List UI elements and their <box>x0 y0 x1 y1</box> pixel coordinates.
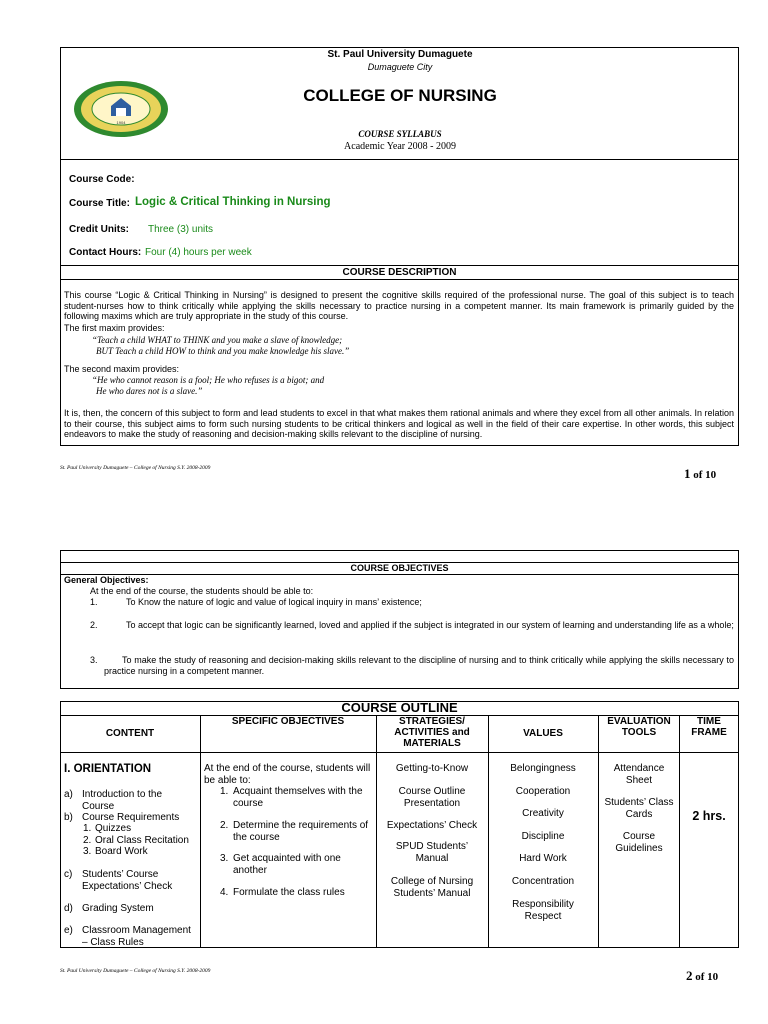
strategy-item: SPUD Students’ Manual <box>395 841 469 864</box>
specific-objectives-intro: At the end of the course, students will be able to: <box>204 763 371 786</box>
strategy-item: Course Outline Presentation <box>398 786 466 809</box>
content-mark: d) <box>64 903 73 914</box>
doc-type: COURSE SYLLABUS <box>358 129 442 139</box>
divider <box>60 574 739 575</box>
svg-text:1904: 1904 <box>116 120 126 125</box>
page-number <box>684 466 716 482</box>
college-title: COLLEGE OF NURSING <box>303 86 497 105</box>
content-item: Board Work <box>95 846 148 857</box>
strategy-item: College of Nursing Students’ Manual <box>390 876 474 899</box>
content-item: Classroom Management – Class Rules <box>82 925 191 948</box>
content-item: Quizzes <box>95 823 132 834</box>
strategy-item: Expectations’ Check <box>386 820 478 831</box>
content-item: Introduction to the Course <box>82 789 163 812</box>
general-objectives-label: General Objectives: <box>64 575 149 585</box>
page-number-total: of 10 <box>695 971 719 983</box>
course-title-label: Course Title: <box>69 198 130 209</box>
description-paragraph-1: This course “Logic & Critical Thinking in Nursing” is designed to present the cognitive skills required of the professional nurse. The goal of this subject is to teach student-nurses how to think critically while applying the skills necessary to practice nursing in a competent manner. Its main framework is primarily guided by the following maxims which are truly appropriate in the study of this course. <box>64 290 734 321</box>
credit-units-label: Credit Units: <box>69 224 129 235</box>
content-mark: e) <box>64 925 73 936</box>
objectives-intro: At the end of the course, the students should be able to: <box>90 586 314 596</box>
specific-objective-number: 1. <box>220 786 229 797</box>
time-frame-value: 2 hrs. <box>692 809 726 823</box>
contact-hours-label: Contact Hours: <box>69 247 142 258</box>
column-header-content: CONTENT <box>105 728 155 739</box>
page-number <box>686 968 718 984</box>
course-outline-heading: COURSE OUTLINE <box>341 700 458 715</box>
content-mark: c) <box>64 869 73 880</box>
page-number-current: 2 <box>686 968 693 983</box>
column-header-strategies: STRATEGIES/ ACTIVITIES and MATERIALS <box>394 716 470 749</box>
course-title-value: Logic & Critical Thinking in Nursing <box>135 196 331 208</box>
specific-objective-text: Get acquainted with one another <box>233 853 341 876</box>
value-item: Cooperation <box>515 786 571 797</box>
value-item: Belongingness <box>510 763 576 774</box>
content-item: Grading System <box>82 903 154 914</box>
page-number-current: 1 <box>684 466 691 481</box>
value-item: Creativity <box>522 808 564 819</box>
evaluation-item: Course Guidelines <box>615 831 663 854</box>
page-number-total: of 10 <box>693 469 717 481</box>
second-maxim-line-2: He who dares not is a slave.” <box>96 386 203 396</box>
objective-text: To accept that logic can be significantly learned, loved and applied if the subject is integrated in our system of learning and understanding life as a whole; <box>126 620 734 630</box>
specific-objective-text: Determine the requirements of the course <box>233 820 369 843</box>
column-divider <box>376 715 377 948</box>
column-header-evaluation-tools: EVALUATION TOOLS <box>607 716 671 738</box>
university-seal <box>73 80 169 138</box>
value-item: Responsibility Respect <box>512 899 574 922</box>
column-divider <box>200 715 201 948</box>
evaluation-item: Attendance Sheet <box>613 763 665 786</box>
value-item: Concentration <box>511 876 575 887</box>
content-mark: 3. <box>83 846 92 857</box>
description-paragraph-2: It is, then, the concern of this subject to form and lead students to excel in that what makes them rational animals and where they excel from all other animals. In relation to their course, this subject aims to form such nursing students to be critical thinkers and logical as well in the field of their care expertise. In other words, this subject endeavors to make the study of reasoning and decision-making skills relevant to the discipline of nursing. <box>64 408 734 439</box>
academic-year: Academic Year 2008 - 2009 <box>344 141 456 152</box>
column-divider <box>598 715 599 948</box>
divider <box>60 265 739 266</box>
specific-objective-number: 3. <box>220 853 229 864</box>
divider <box>60 159 739 160</box>
objective-number: 2. <box>90 620 98 630</box>
value-item: Discipline <box>521 831 565 842</box>
strategy-item: Getting-to-Know <box>395 763 469 774</box>
university-city: Dumaguete City <box>367 62 433 72</box>
content-item: Oral Class Recitation <box>95 835 189 846</box>
divider <box>60 279 739 280</box>
content-mark: a) <box>64 789 73 800</box>
column-header-time-frame: TIME FRAME <box>691 716 727 738</box>
second-maxim-line-1: “He who cannot reason is a fool; He who refuses is a bigot; and <box>92 375 325 385</box>
divider <box>60 752 739 753</box>
university-name: St. Paul University Dumaguete <box>327 49 473 60</box>
page-footer: St. Paul University Dumaguete – College of Nursing S.Y. 2008-2009 <box>60 968 211 974</box>
evaluation-item: Students’ Class Cards <box>604 797 674 820</box>
contact-hours-value: Four (4) hours per week <box>145 247 252 258</box>
column-header-values: VALUES <box>523 728 563 739</box>
first-maxim-label: The first maxim provides: <box>64 323 165 333</box>
course-code-label: Course Code: <box>69 174 135 185</box>
first-maxim-line-1: “Teach a child WHAT to THINK and you make a slave of knowledge; <box>92 335 343 345</box>
first-maxim-line-2: BUT Teach a child HOW to think and you make knowledge his slave.” <box>96 346 350 356</box>
content-mark: b) <box>64 812 73 823</box>
specific-objective-number: 4. <box>220 887 229 898</box>
course-objectives-heading: COURSE OBJECTIVES <box>350 563 449 573</box>
second-maxim-label: The second maxim provides: <box>64 364 180 374</box>
objective-text: To make the study of reasoning and decision-making skills relevant to the discipline of nursing and to think critically while applying the skills necessary to practice nursing in a competent manner. <box>104 655 734 676</box>
objective-number: 3. <box>90 655 98 665</box>
content-item: Course Requirements <box>82 812 180 823</box>
specific-objective-text: Acquaint themselves with the course <box>233 786 363 809</box>
page-footer: St. Paul University Dumaguete – College of Nursing S.Y. 2008-2009 <box>60 465 211 471</box>
content-mark: 2. <box>83 835 92 846</box>
specific-objective-number: 2. <box>220 820 229 831</box>
value-item: Hard Work <box>519 853 567 864</box>
objective-number: 1. <box>90 597 98 607</box>
content-mark: 1. <box>83 823 92 834</box>
specific-objective-text: Formulate the class rules <box>233 887 345 898</box>
column-header-specific-objectives: SPECIFIC OBJECTIVES <box>231 716 345 727</box>
section-orientation: I. ORIENTATION <box>64 763 152 775</box>
content-item: Students’ Course Expectations’ Check <box>82 869 173 892</box>
column-divider <box>679 715 680 948</box>
credit-units-value: Three (3) units <box>148 224 214 235</box>
objective-text: To Know the nature of logic and value of logical inquiry in mans’ existence; <box>126 597 422 607</box>
course-description-heading: COURSE DESCRIPTION <box>342 267 457 278</box>
